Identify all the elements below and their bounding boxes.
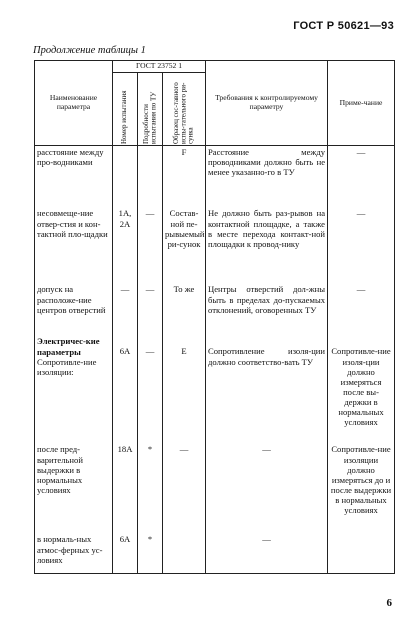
note: Сопротивле-ние изоляции должно измеряться до и после выдержки в нормальных условиях bbox=[328, 435, 395, 525]
header-parameter-name: Наименование параметра bbox=[35, 61, 113, 146]
test-number: 18А bbox=[113, 435, 138, 525]
requirement: — bbox=[206, 525, 328, 573]
sample-pattern: То же bbox=[163, 283, 206, 335]
note: — bbox=[328, 145, 395, 207]
table-row bbox=[35, 435, 395, 525]
requirement: Центры отверстий дол-жны быть в пределах до-пускаемых отклонений, оговоренных ТУ bbox=[206, 283, 328, 335]
sample-pattern: Е bbox=[163, 335, 206, 435]
note: — bbox=[328, 207, 395, 283]
header-requirements: Требования к контролируемому параметру bbox=[206, 61, 328, 146]
table-row bbox=[35, 145, 395, 207]
param-name: после пред-варительной выдержки в нормальных условиях bbox=[35, 435, 113, 525]
test-details: — bbox=[138, 335, 163, 435]
table-row bbox=[35, 283, 395, 335]
note: Сопротивле-ние изоля-ции должно измеряться после вы-держки в нормальных условиях bbox=[328, 335, 395, 435]
test-number bbox=[113, 145, 138, 207]
section-heading: Электричес-кие параметры bbox=[37, 336, 100, 357]
header-sample-pattern: Образец сос-тавного испы-тательного ри-сунка bbox=[163, 72, 206, 145]
test-details: — bbox=[138, 207, 163, 283]
test-number: 1А, 2А bbox=[113, 207, 138, 283]
test-details: * bbox=[138, 525, 163, 573]
param-name-cell bbox=[35, 335, 113, 435]
param-name: несовмеще-ние отвер-стия и кон-тактной пло-щадки bbox=[35, 207, 113, 283]
test-details: * bbox=[138, 435, 163, 525]
test-number: — bbox=[113, 283, 138, 335]
document-code: ГОСТ Р 50621—93 bbox=[293, 20, 394, 32]
param-name: в нормаль-ных атмос-ферных ус-ловиях bbox=[35, 525, 113, 573]
sample-pattern: F bbox=[163, 145, 206, 207]
sample-pattern bbox=[163, 525, 206, 573]
test-details bbox=[138, 145, 163, 207]
requirements-table bbox=[34, 60, 395, 574]
note bbox=[328, 525, 395, 573]
requirement: Не должно быть раз-рывов на контактной площадке, а также в месте перехода контакт-ной площадки к провод-нику bbox=[206, 207, 328, 283]
table-row bbox=[35, 207, 395, 283]
param-name: допуск на расположе-ние центров отверстий bbox=[35, 283, 113, 335]
test-number: 6А bbox=[113, 525, 138, 573]
header-test-details: Подробности испытания по ТУ bbox=[138, 72, 163, 145]
header-note: Приме-чание bbox=[328, 61, 395, 146]
sample-pattern: Состав-ной пе-рывыемый ри-сунок bbox=[163, 207, 206, 283]
requirement: — bbox=[206, 435, 328, 525]
header-test-number: Номер испытания bbox=[113, 72, 138, 145]
requirement: Расстояние между проводниками должно быть не менее указанно-го в ТУ bbox=[206, 145, 328, 207]
table-row bbox=[35, 525, 395, 573]
header-gost-group: ГОСТ 23752 1 bbox=[113, 61, 206, 73]
param-name: Сопротивле-ние изоляции: bbox=[37, 356, 97, 377]
table-continuation-caption: Продолжение таблицы 1 bbox=[33, 45, 146, 56]
param-name: расстояние между про-водниками bbox=[35, 145, 113, 207]
note: — bbox=[328, 283, 395, 335]
table-row bbox=[35, 335, 395, 435]
test-details: — bbox=[138, 283, 163, 335]
requirement: Сопротивление изоля-ции должно соответство-вать ТУ bbox=[206, 335, 328, 435]
page-number: 6 bbox=[386, 597, 392, 609]
sample-pattern: — bbox=[163, 435, 206, 525]
test-number: 6А bbox=[113, 335, 138, 435]
